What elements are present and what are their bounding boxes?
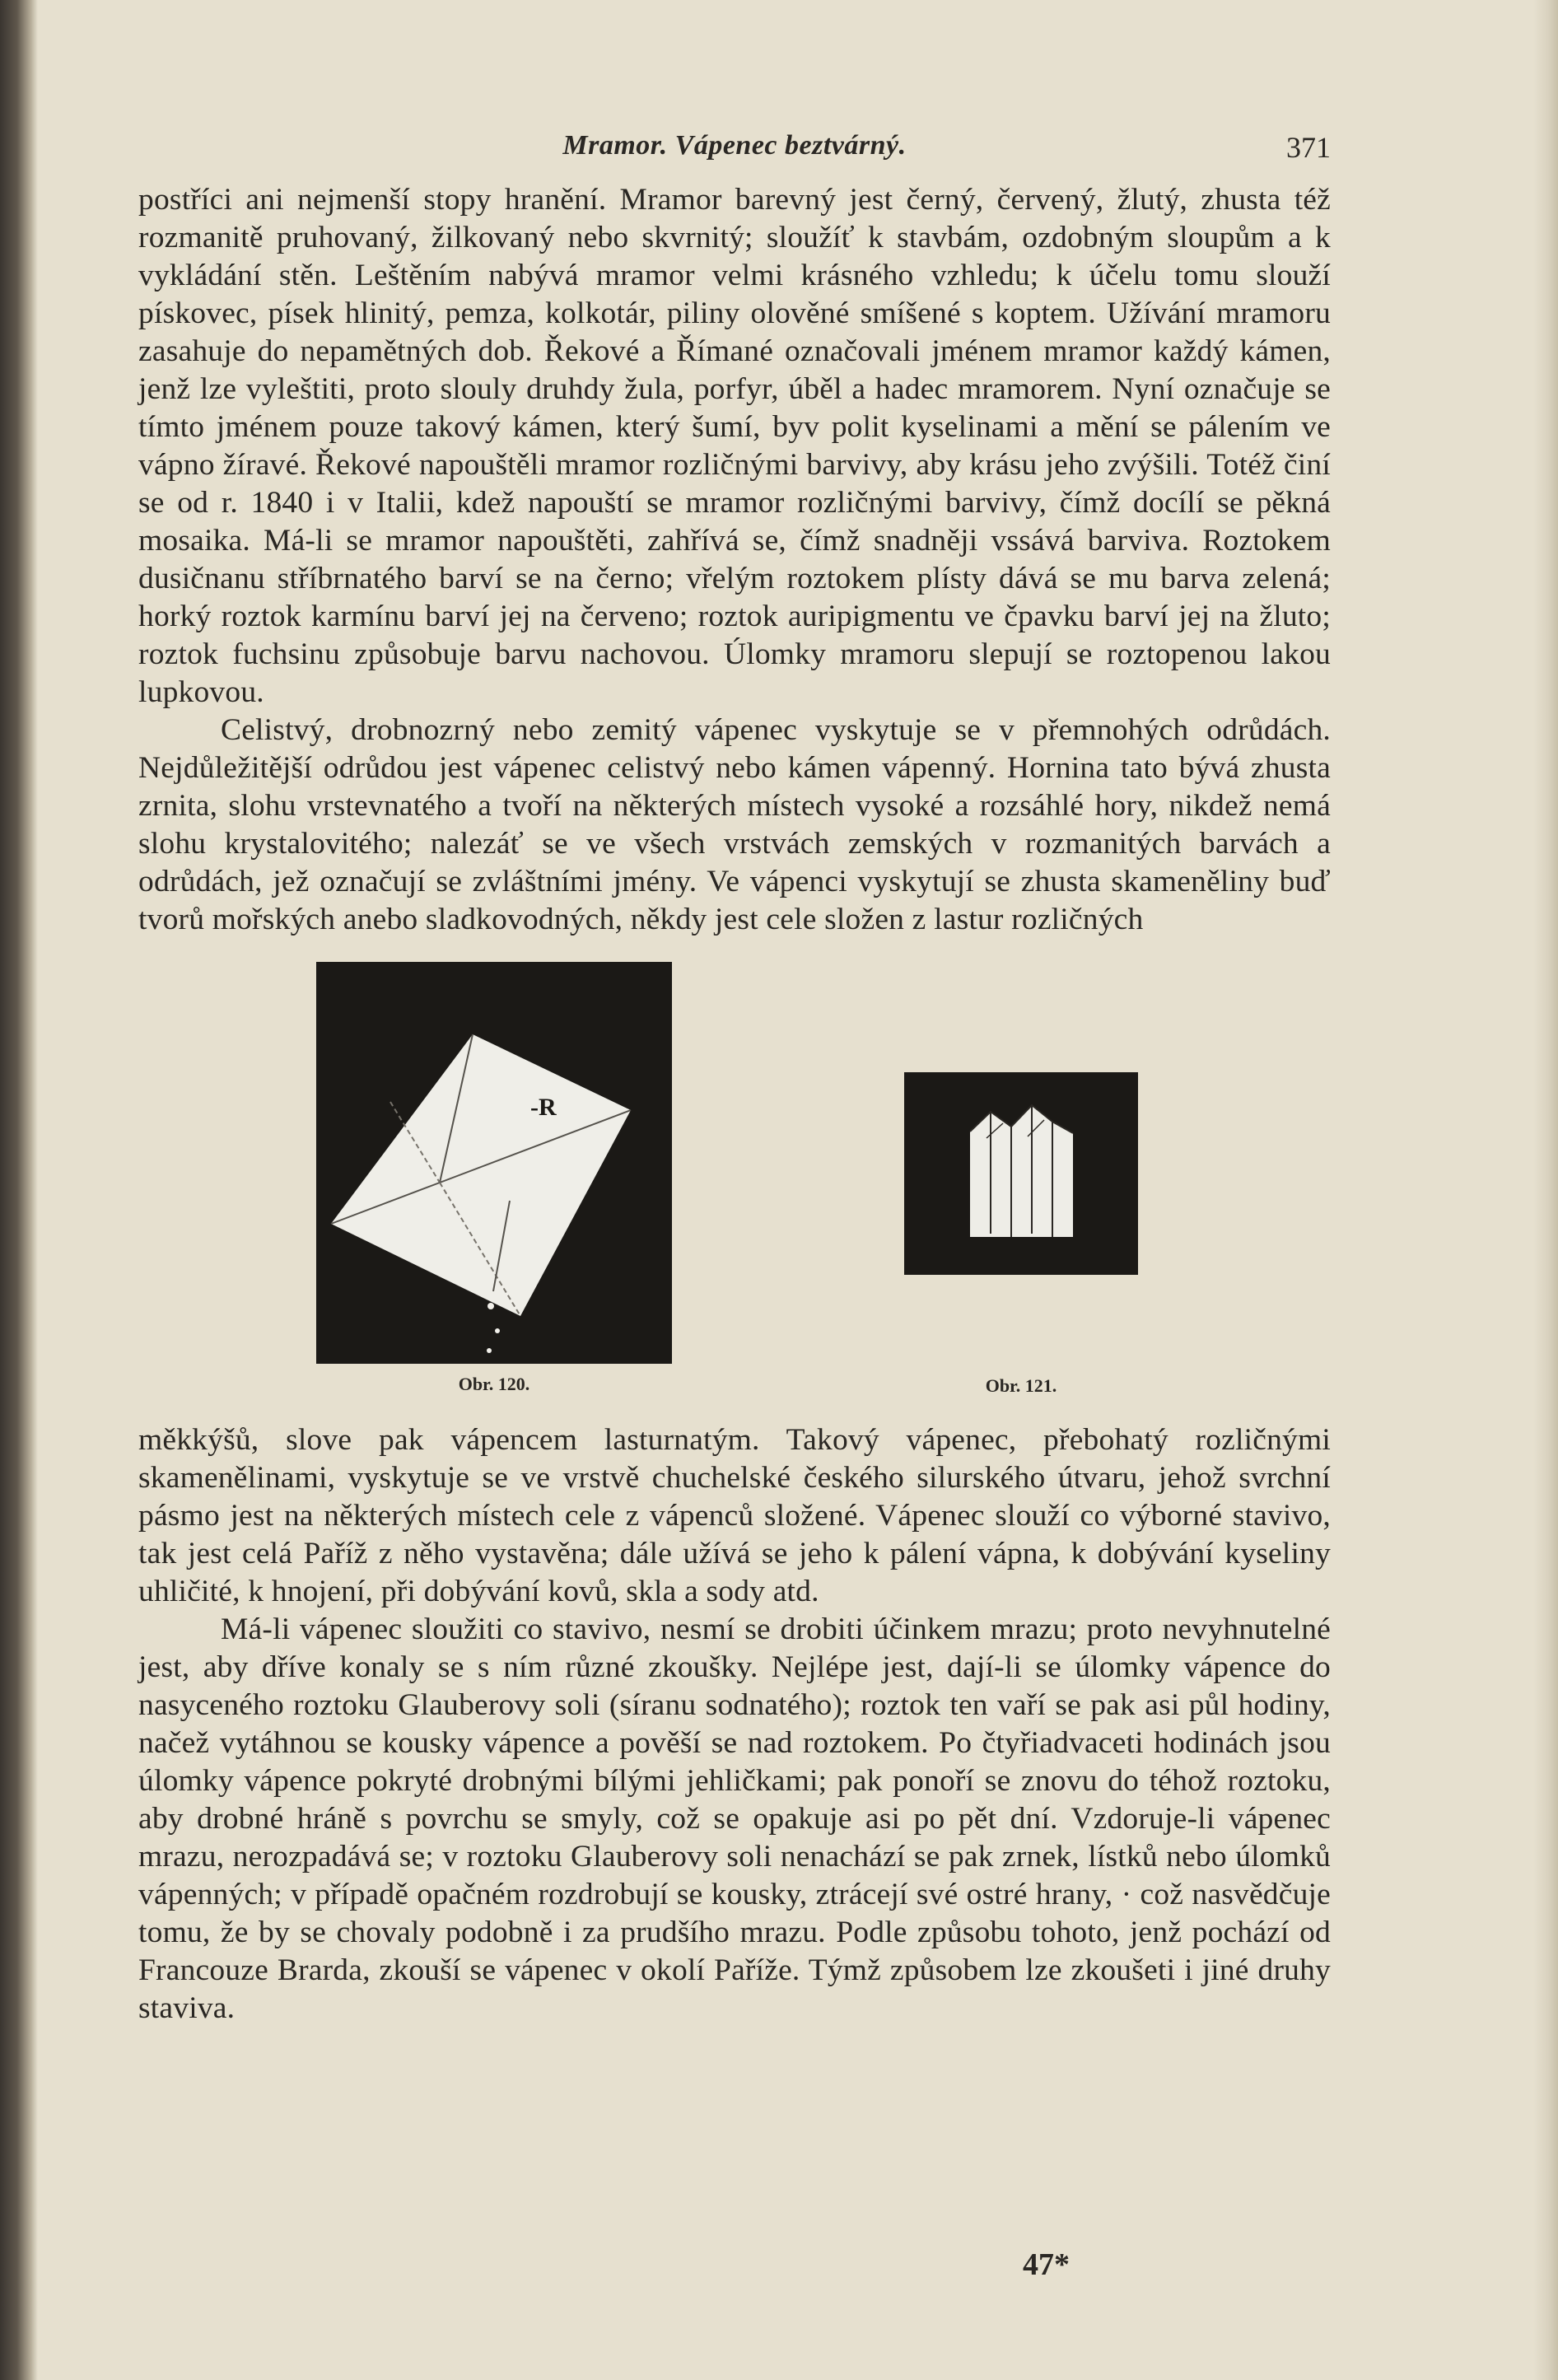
sheet-signature: 47* bbox=[1023, 2247, 1070, 2282]
page-number: 371 bbox=[1286, 131, 1331, 164]
paragraph-1: postříci ani nejmenší stopy hranění. Mramor barevný jest černý, červený, žlutý, zhusta též rozmanitě pruhovaný, žilkovaný nebo skvrnitý; sloužíť k stavbám, ozdobným sloupům a k vykládání stěn. Leštěním nabývá mramor velmi krásného vzhledu; k účelu tomu slouží pískovec, písek hlinitý, pemza, kolkotár, piliny olověné smíšené s koptem. Užívání mramoru zasahuje do nepamětných dob. Řekové a Římané označovali jménem mramor každý kámen, jenž lze vyleštiti, proto slouly druhdy žula, porfyr, úběl a hadec mramorem. Nyní označuje se tímto jménem pouze takový kámen, který šumí, byv polit kyselinami a mění se pálením ve vápno žíravé. Řekové napouštěli mramor rozličnými barvivy, aby krásu jeho zvýšili. Totéž činí se od r. 1840 i v Italii, kdež napouští se mramor rozličnými barvivy, čímž docílí se pěkná mosaika. Má-li se mramor napouštěti, zahřívá se, čímž snadněji vssává barviva. Roztokem dusičnanu stříbrnatého barví se na černo; vřelým roztokem plísty dává se mu barva zelená; horký roztok karmínu barví jej na červeno; roztok auripigmentu ve čpavku barví jej na žluto; roztok fuchsinu způsobuje barvu nachovou. Úlomky mramoru slepují se roztopenou lakou lupkovou. bbox=[138, 183, 1331, 709]
page-edge bbox=[1533, 0, 1558, 2380]
rhombohedron-illustration bbox=[316, 962, 672, 1364]
paragraph-4: Má-li vápenec sloužiti co stavivo, nesmí se drobiti účinkem mrazu; proto nevyhnutelné jest, aby dříve konaly se s ním různé zkoušky. Nejlépe jest, dají-li se úlomky vápence do nasyceného roztoku Glauberovy soli (síranu sodnatého); roztok ten vaří se pak asi půl hodiny, načež vytáhnou se kousky vápence a pověší se nad roztokem. Po čtyřiadvaceti hodinách jsou úlomky vápence pokryté drobnými bílými jehličkami; pak ponoří se znovu do téhož roztoku, aby drobné hráně s povrchu se smyly, což se opakuje asi po pět dní. Vzdoruje-li vápenec mrazu, nerozpadává se; v roztoku Glauberovy soli nenachází se pak zrnek, lístků nebo úlomků vápenných; v případě opačném rozdrobují se kousky, ztrácejí své ostré hrany, · což nasvědčuje tomu, že by se chovaly podobně i za prudšího mrazu. Podle způsobu tohoto, jenž pochází od Francouze Brarda, zkouší se vápenec v okolí Paříže. Týmž způsobem lze zkoušeti i jiné druhy staviva. bbox=[138, 1612, 1331, 2025]
paragraph-2: Celistvý, drobnozrný nebo zemitý vápenec vyskytuje se v přemnohých odrůdách. Nejdůležitější odrůdou jest vápenec celistvý nebo kámen vápenný. Hornina tato bývá zhusta zrnita, slohu vrstevnatého a tvoří na některých místech vysoké a rozsáhlé hory, nikdež nemá slohu krystalovitého; nalezáť se ve všech vrstvách zemských v rozmanitých barvách a odrůdách, jež označují se zvláštními jmény. Ve vápenci vyskytují se zhusta skameněliny buď tvorů mořských anebo sladkovodných, někdy jest cele složen z lastur rozličných bbox=[138, 713, 1331, 936]
prism-crystal-illustration bbox=[904, 1072, 1138, 1275]
axis-label-r: -R bbox=[530, 1094, 557, 1121]
caption-121: Obr. 121. bbox=[985, 1375, 1057, 1396]
figure-120 bbox=[316, 962, 672, 1395]
figure-121 bbox=[904, 1072, 1138, 1397]
figures-row bbox=[138, 962, 1331, 1410]
book-spine-shadow bbox=[0, 0, 38, 2380]
running-title: Mramor. Vápenec beztvárný. bbox=[562, 130, 907, 161]
caption-120: Obr. 120. bbox=[458, 1374, 530, 1394]
book-page bbox=[138, 124, 1331, 2028]
page-header bbox=[138, 124, 1331, 181]
paragraph-3: měkkýšů, slove pak vápencem lasturnatým. Takový vápenec, přebohatý rozličnými skamenělinami, vyskytuje se ve vrstvě chuchelské českého silurského útvaru, jehož svrchní pásmo jest na některých místech cele z vápenců složené. Vápenec slouží co výborné stavivo, tak jest celá Paříž z něho vystavěna; dále užívá se jeho k pálení vápna, k dobývání kyseliny uhličité, k hnojení, při dobývání kovů, skla a sody atd. bbox=[138, 1423, 1331, 1608]
